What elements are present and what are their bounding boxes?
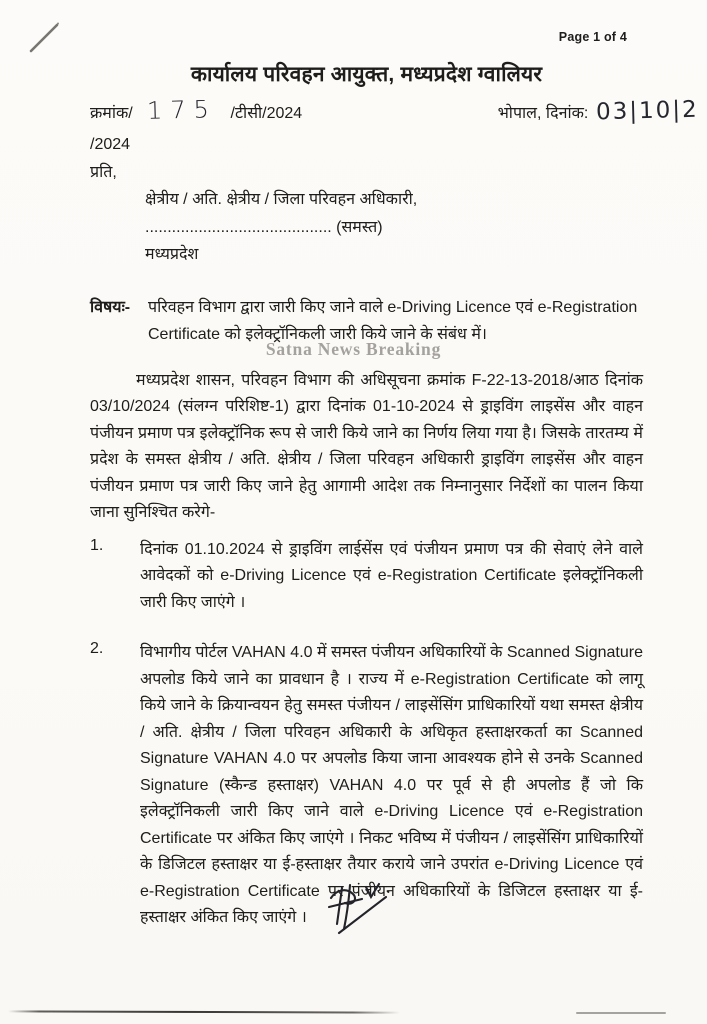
subject-text: परिवहन विभाग द्वारा जारी किए जाने वाले e-Driving Licence एवं e-Registration Certificate को इलेक्ट्रॉनिकली जारी किये जाने के संबंध में। [148, 298, 638, 343]
reference-label: क्रमांक/ [90, 105, 133, 122]
place-date-group [497, 96, 700, 126]
addressee-region: मध्यप्रदेश [145, 246, 199, 263]
page-bottom-edge [8, 1010, 400, 1013]
watermark-text: Satna News Breaking [265, 339, 442, 359]
numbered-points [90, 537, 643, 932]
page-bottom-edge-right [576, 1012, 666, 1014]
reference-continuation: /2024 [90, 136, 131, 153]
addressee-dotted-line [145, 214, 643, 242]
reference-number-handwritten: 175 [146, 95, 217, 125]
date-handwritten: 03|10|2 [595, 96, 700, 126]
addressee-block [145, 186, 643, 269]
dotted-blank: .......................................... [145, 218, 332, 236]
point-number: 1. [90, 536, 104, 554]
opening-paragraph: मध्यप्रदेश शासन, परिवहन विभाग की अधिसूचना क्रमांक F-22-13-2018/आठ दिनांक 03/10/2024 (संलग्न परिशिष्ट-1) द्वारा दिनांक 01-10-2024 से ड्राइविंग लाइसेंस और वाहन पंजीयन प्रमाण पत्र इलेक्ट्रॉनिक रूप से जारी किये जाने का निर्णय लिया गया है। जिसके तारतम्य में प्रदेश के समस्त क्षेत्रीय / अति. क्षेत्रीय / जिला परिवहन अधिकारी ड्राइविंग लाइसेंस और वाहन पंजीयन प्रमाण पत्र जारी किए जाने हेतु आगामी आदेश तक निम्नानुसार निर्देशों का पालन किया जाना सुनिश्चित करेगे- [90, 371, 643, 521]
point-text: विभागीय पोर्टल VAHAN 4.0 में समस्त पंजीयन अधिकारियों के Scanned Signature अपलोड किये जाने का प्रावधान है । राज्य में e-Registration Certificate को लागू किये जाने के क्रियान्वयन हेतु समस्त पंजीयन / लाइसेंसिंग प्राधिकारियों यथा समस्त क्षेत्रीय / अति. क्षेत्रीय / जिला परिवहन अधिकारी के अधिकृत हस्ताक्षरकर्ता का Scanned Signature VAHAN 4.0 पर अपलोड किया जाना आवश्यक होने से उनके Scanned Signature (स्कैन्ड हस्ताक्षर) VAHAN 4.0 पर पूर्व से ही अपलोड हैं जो कि इलेक्ट्रॉनिकली जारी किए जाने वाले e-Driving Licence एवं e-Registration Certificate पर अंकित किए जाएंगे । निकट भविष्य में पंजीयन / लाइसेंसिंग प्राधिकारियों के डिजिटल हस्ताक्षर या ई-हस्ताक्षर तैयार कराये जाने उपरांत e-Driving Licence एवं e-Registration Certificate पर पंजीयन अधिकारियों के डिजिटल हस्ताक्षर या ई-हस्ताक्षर अंकित किए जाएंगे । [140, 644, 643, 926]
addressee-all-suffix: (समस्त) [331, 218, 383, 236]
reference-row [90, 95, 700, 128]
subject-block [90, 294, 643, 349]
salutation: प्रति, [90, 164, 117, 181]
point-item-1 [90, 537, 643, 617]
addressee-line-1: क्षेत्रीय / अति. क्षेत्रीय / जिला परिवहन अधिकारी, [145, 191, 418, 208]
point-number: 2. [90, 640, 104, 657]
point-text: दिनांक 01.10.2024 से ड्राइविंग लाईसेंस एवं पंजीयन प्रमाण पत्र की सेवाएं लेने वाले आवेदकों को e-Driving Licence एवं e-Registration Certificate इलेक्ट्रॉनिकली जारी किए जाएंगे । [140, 540, 643, 611]
reference-number-group [90, 95, 303, 125]
subject-label: विषयः- [90, 298, 131, 316]
page-indicator: Page 1 of 4 [558, 30, 627, 44]
signature-scribble [326, 880, 398, 938]
reference-suffix: /टीसी/2024 [230, 105, 303, 122]
letter-title: कार्यालय परिवहन आयुक्त, मध्यप्रदेश ग्वालियर [190, 63, 543, 86]
place-date-label: भोपाल, दिनांक: [497, 105, 589, 122]
